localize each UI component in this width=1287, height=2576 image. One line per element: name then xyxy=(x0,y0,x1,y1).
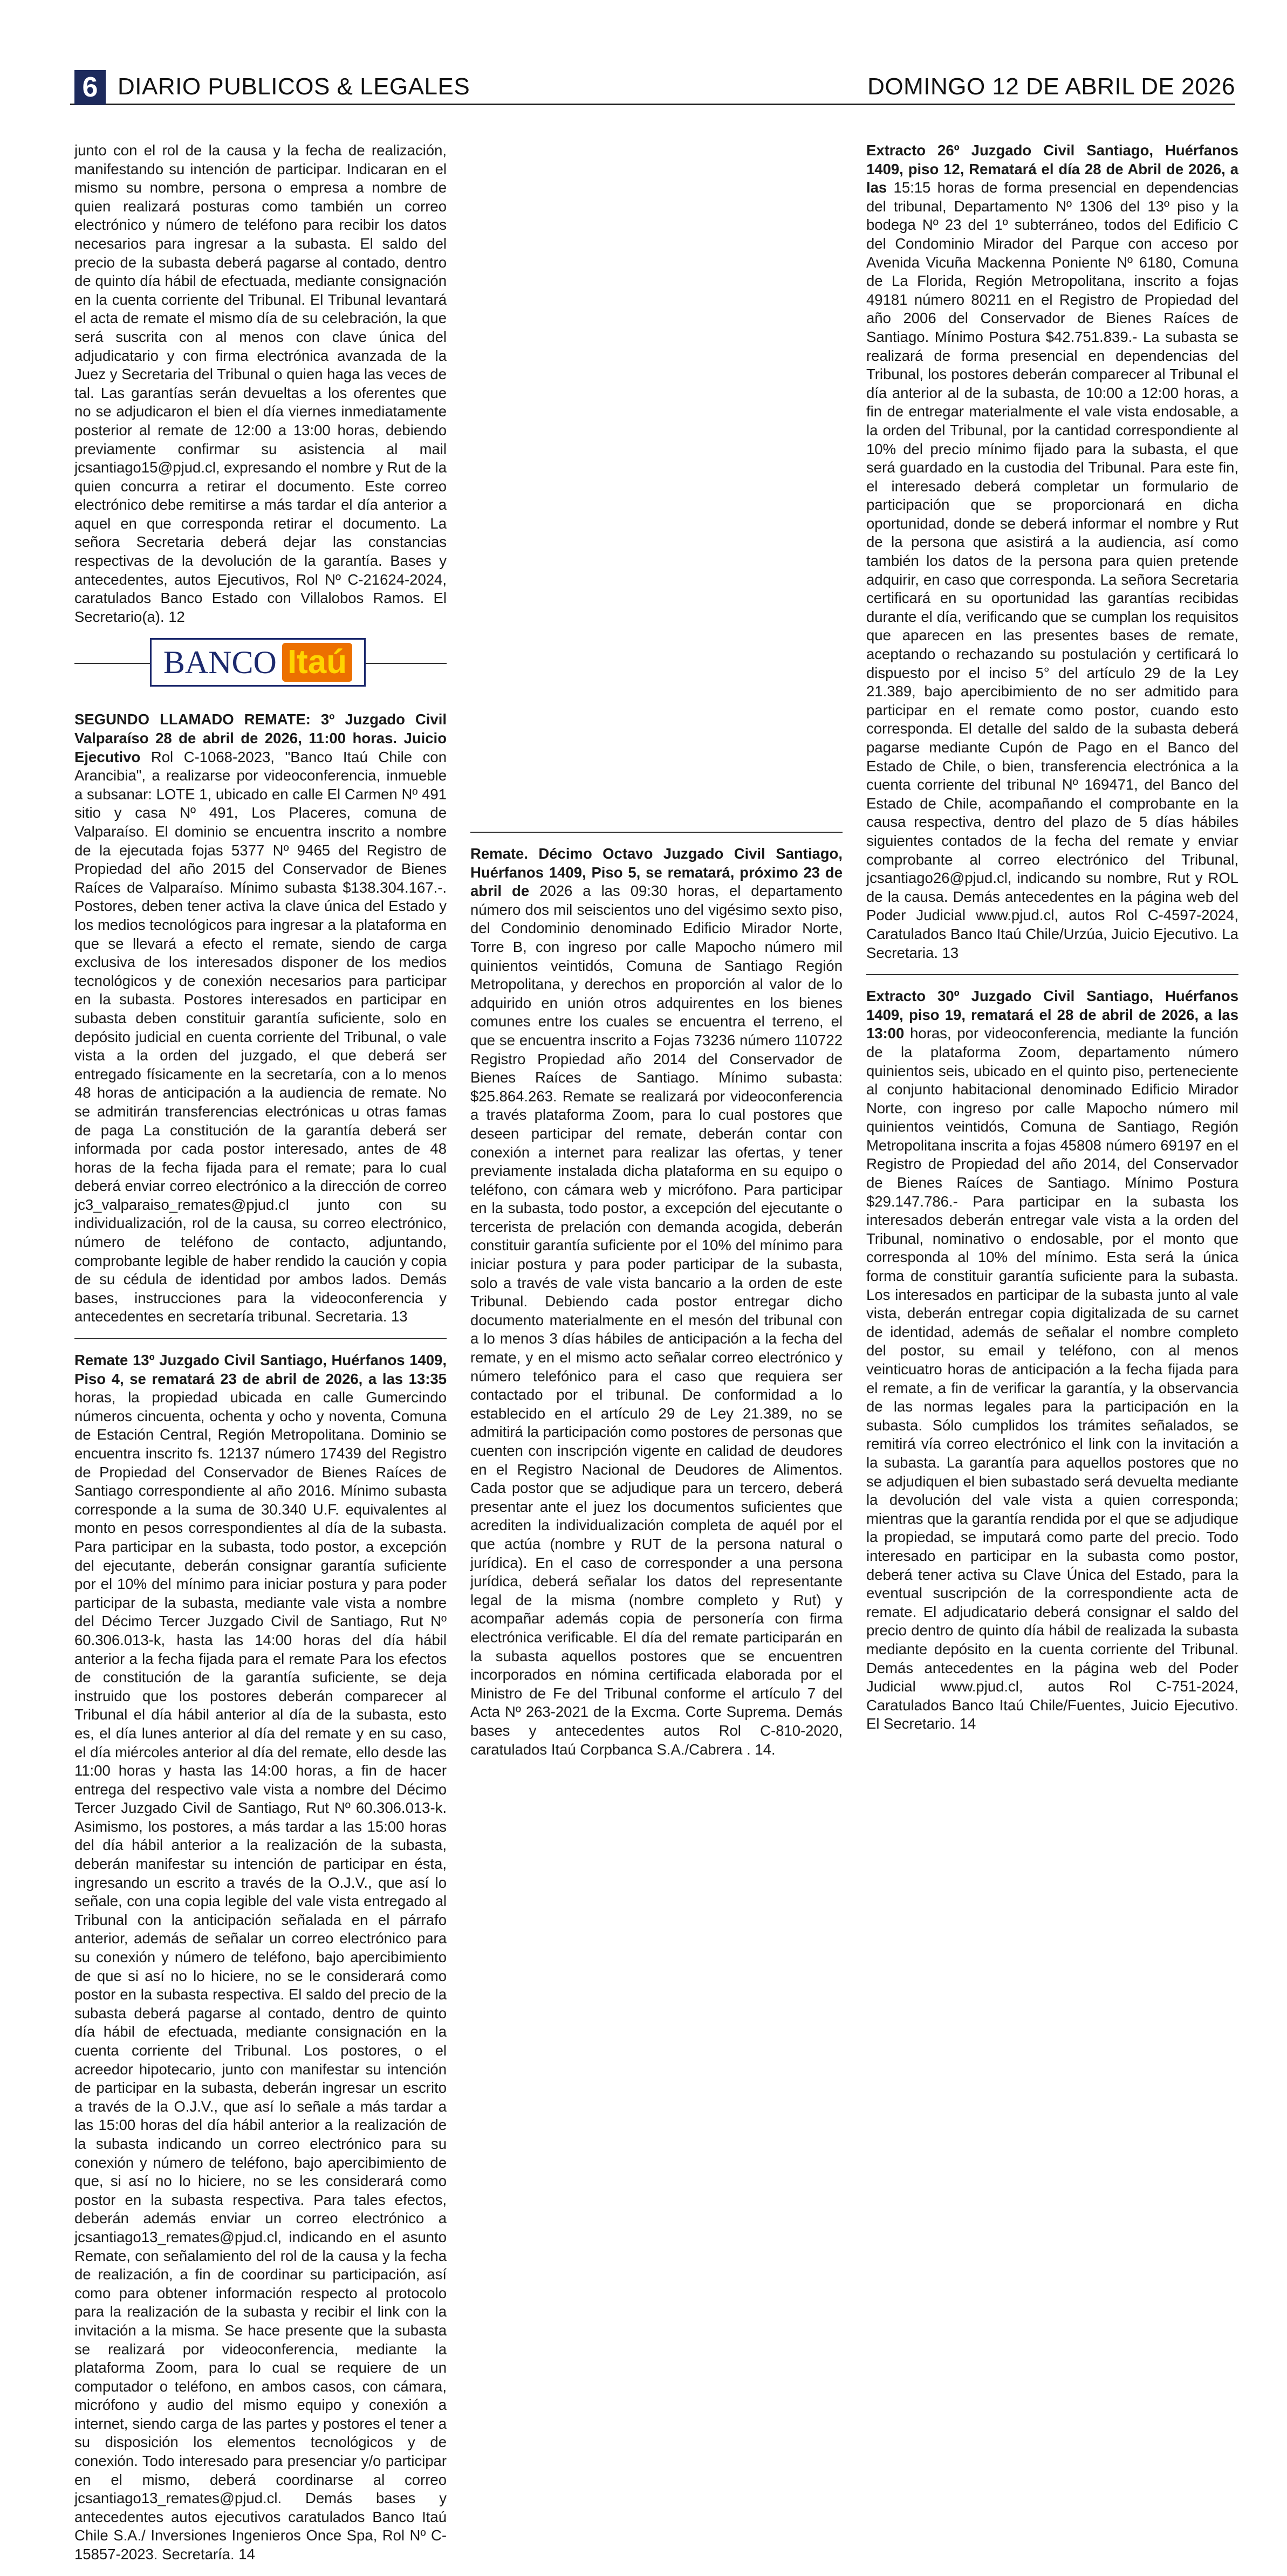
logo-divider xyxy=(74,638,447,690)
notice-continuation xyxy=(74,141,447,626)
page-header xyxy=(70,70,1235,105)
publication-date: DOMINGO 12 DE ABRIL DE 2026 xyxy=(867,73,1235,100)
banco-itau-logo xyxy=(150,638,366,687)
column-3 xyxy=(866,141,1238,1745)
notice-body: horas, por videoconferencia, mediante la función de la plataforma Zoom, departamento número quinientos seis, ubicado en el quinto piso, perteneciente al conjunto habitacional denominado Edificio Mirador Norte, con ingreso por calle Mapocho número mil quinientos veintidós, Comuna de Santiago, Región Metropolitana inscrita a fojas 45808 número 69197 en el Registro de Propiedad del año 2014, del Conservador de Bienes Raíces de Santiago. Mínimo Postura $29.147.786.- Para participar en la subasta los interesados deberán entregar vale vista a la orden del Tribunal, nominativo o endosable, por el monto que corresponda al 10% del mínimo. Esta será la única forma de constituir garantía suficiente para la subasta. Los interesados en participar de la subasta junto al vale vista, deberán entregar copia digitalizada de su carnet de identidad, además de señalar el nombre completo del postor, su email y teléfono, con al menos veinticuatro horas de anticipación a la fecha fijada para el remate, a fin de verificar la garantía, y la observancia de las normas legales para la participación en la subasta. Sólo cumplidos los trámites señalados, se remitirá vía correo electrónico el link con la invitación a la subasta. La garantía para aquellos postores que no se adjudiquen el bien subastado será devuelta mediante la devolución del vale vista a quien corresponda; mientras que la garantía rendida por el que se adjudique la propiedad, se imputará como parte del precio. Todo interesado en participar en la subasta como postor, deberá tener activa su Clave Única del Estado, para la eventual suscripción de la correspondiente acta de remate. El adjudicatario deberá consignar el saldo del precio dentro de quinto día hábil de realizada la subasta mediante depósito en la cuenta corriente del Tribunal. Demás antecedentes en la página web del Poder Judicial www.pjud.cl, autos Rol C-751-2024, Caratulados Banco Itaú Chile/Fuentes, Juicio Ejecutivo. El Secretario. 14 xyxy=(866,1025,1238,1732)
separator xyxy=(74,1338,447,1339)
notice-body: horas, la propiedad ubicada en calle Gumercindo números cincuenta, ochenta y ocho y noventa, Comuna de Estación Central, Región Metropolitana. Dominio se encuentra inscrito fs. 12137 número 17439 del Registro de Propiedad del Conservador de Bienes Raíces de Santiago correspondiente al año 2016. Mínimo subasta corresponde a la suma de 30.340 U.F. equivalentes al monto en pesos correspondientes al día de la subasta. Para participar en la subasta, todo postor, a excepción del ejecutante, deberán consignar garantía suficiente por el 10% del mínimo para iniciar postura y para poder participar de la subasta, mediante vale vista a nombre del Décimo Tercer Juzgado Civil de Santiago, Rut Nº 60.306.013-k, hasta las 14:00 horas del día hábil anterior a la fecha fijada para el remate Para los efectos de constitución de la garantía suficiente, se deja instruido que los postores deberán comparecer al Tribunal el día hábil anterior al día de la subasta, esto es, el día lunes anterior al día del remate y en su caso, el día miércoles anterior al día del remate, ello desde las 11:00 horas y hasta las 14:00 horas, a fin de hacer entrega del respectivo vale vista a nombre del Décimo Tercer Juzgado Civil de Santiago, Rut Nº 60.306.013-k. Asimismo, los postores, a más tardar a las 15:00 horas del día hábil anterior a la realización de la subasta, deberán manifestar su intención de participar en ésta, ingresando un escrito a través de la O.J.V., que así lo señale, con una copia legible del vale vista entregado al Tribunal con la anticipación señalada en el párrafo anterior, además de señalar un correo electrónico para su conexión y número de teléfono, bajo apercibimiento de que si así no lo hiciere, no se le considerará como postor en la subasta respectiva. El saldo del precio de la subasta deberá pagarse al contado, dentro de quinto día hábil de efectuada, mediante consignación en la cuenta corriente del Tribunal. Los postores, o el acreedor hipotecario, junto con manifestar su intención de participar en la subasta, deberán ingresar un escrito a través de la O.J.V., que así lo señale a más tardar a las 15:00 horas del día hábil anterior a la realización de la subasta indicando un correo electrónico para su conexión y número de teléfono, bajo apercibimiento de que, si así no lo hiciere, no se les considerará como postor en la subasta respectiva. Para tales efectos, deberán además enviar un correo electrónico a jcsantiago13_remates@pjud.cl, indicando en el asunto Remate, con señalamiento del rol de la causa y la fecha de realización, a fin de coordinar su participación, así como para obtener información respecto al protocolo para la realización de la subasta y recibir el link con la invitación a la misma. Se hace presente que la subasta se realizará por videoconferencia, mediante la plataforma Zoom, para lo cual se requiere de un computador o teléfono, en ambos casos, con cámara, micrófono y audio del mismo equipo y conexión a internet, siendo carga de las partes y postores el tener a su disposición los elementos tecnológicos y de conexión. Todo interesado para presenciar y/o participar en el mismo, deberá coordinarse al correo jcsantiago13_remates@pjud.cl. Demás bases y antecedentes autos ejecutivos caratulados Banco Itaú Chile S.A./ Inversiones Ingenieros Once Spa, Rol Nº C-15857-2023. Secretaría. 14 xyxy=(74,1389,447,2563)
notice-lead: Extracto 26º Juzgado Civil Santiago, Huérfanos 1409, piso 12, Rematará el día 28 de Abril de 2026, a las xyxy=(866,142,1238,196)
logo-itau-text: Itaú xyxy=(282,643,352,682)
notice-valparaiso-3 xyxy=(74,710,447,1326)
separator xyxy=(866,974,1238,975)
logo-banco-text: BANCO xyxy=(163,645,277,681)
notice-lead: SEGUNDO LLAMADO REMATE: 3º Juzgado Civil Valparaíso 28 de abril de 2026, 11:00 horas. Juicio Ejecutivo xyxy=(74,711,447,765)
page-number: 6 xyxy=(74,70,106,105)
notice-body: 2026 a las 09:30 horas, el departamento número dos mil seiscientos uno del vigésimo sexto piso, del Condominio denominado Edificio Mirador Norte, Torre B, con ingreso por calle Mapocho número mil quinientos veintidós, Comuna de Santiago Región Metropolitana, y derechos en proporción al valor de lo adquirido en unión otros adquirentes en los bienes comunes entre los cuales se encuentra el terreno, el que se encuentra inscrito a Fojas 73236 número 110722 Registro Propiedad año 2014 del Conservador de Bienes Raíces de Santiago. Mínimo subasta: $25.864.263. Remate se realizará por videoconferencia a través plataforma Zoom, para lo cual postores que deseen participar del remate, deberán contar con conexión a internet para realizar las ofertas, y tener previamente instalada dicha plataforma en su equipo o teléfono, con cámara web y micrófono. Para participar en la subasta, todo postor, a excepción del ejecutante o tercerista de prelación con demanda acogida, deberán constituir garantía suficiente por el 10% del mínimo para iniciar postura y para poder participar de la subasta, solo a través de vale vista bancario a la orden de este Tribunal. Debiendo cada postor entregar dicho documento materialmente en el mesón del tribunal con a lo menos 3 días hábiles de anticipación a la fecha del remate, y en el mismo acto señalar correo electrónico y número telefónico para el caso que requiera ser contactado por el tribunal. De conformidad a lo establecido en el artículo 29 de Ley 21.389, no se admitirá la participación como postores de personas que cuenten con inscripción vigente en calidad de deudores en el Registro Nacional de Deudores de Alimentos. Cada postor que se adjudique para un tercero, deberá presentar ante el juez los documentos suficientes que acrediten la individualización completa de aquél por el que actúa (nombre y RUT de la persona natural o jurídica). En el caso de corresponder a una persona jurídica, deberá señalar los datos del representante legal de la misma (nombre completo y Rut) y acompañar además copia de personería con firma electrónica verificable. El día del remate participarán en la subasta aquellos postores que se encuentren incorporados en nómina certificada elaborada por el Ministro de Fe del Tribunal conforme el artículo 7 del Acta Nº 263-2021 de la Excma. Corte Suprema. Demás bases y antecedentes autos Rol C-810-2020, caratulados Itaú Corpbanca S.A./Cabrera . 14. xyxy=(470,882,843,1758)
notice-lead: Remate 13º Juzgado Civil Santiago, Huérfanos 1409, Piso 4, se rematará 23 de abril de 2026, a las 13:35 xyxy=(74,1352,447,1387)
separator xyxy=(470,832,843,833)
column-2 xyxy=(470,141,843,1771)
notice-santiago-26 xyxy=(866,141,1238,962)
notice-lead: Remate. Décimo Octavo Juzgado Civil Santiago, Huérfanos 1409, Piso 5, se rematará, próximo 23 de abril de xyxy=(470,845,843,900)
notice-body: Rol C-1068-2023, "Banco Itaú Chile con Arancibia", a realizarse por videoconferencia, inmueble a subsanar: LOTE 1, ubicado en calle El Carmen Nº 491 sitio y casa Nº 491, Los Placeres, comuna de Valparaíso. El dominio se encuentra inscrito a nombre de la ejecutada fojas 5377 Nº 9465 del Registro de Propiedad del año 2015 del Conservador de Bienes Raíces de Valparaíso. Mínimo subasta $138.304.167.-. Postores, deben tener activa la clave única del Estado y los medios tecnológicos para ingresar a la plataforma en que se llevará a efecto el remate, siendo de carga exclusiva de los interesados disponer de los medios tecnológicos y de conexión necesarios para participar en la subasta. Postores interesados en participar en subasta deben constituir garantía suficiente, solo en depósito judicial en cuenta corriente del Tribunal, o vale vista a la orden del juzgado, el que deberá ser entregado físicamente en la secretaría, con a lo menos 48 horas de anticipación a la audiencia de remate. No se admitirán transferencias electrónicas u otras famas de paga La constitución de la garantía deberá ser informada por cada postor interesado, antes de 48 horas de la fecha fijada para el remate; para lo cual deberá enviar correo electrónico a la dirección de correo jc3_valparaiso_remates@pjud.cl junto con su individualización, rol de la causa, su correo electrónico, número de teléfono de contacto, adjuntando, comprobante legible de haber rendido la caución y copia de su cédula de identidad por ambos lados. Demás bases, instrucciones para la videoconferencia y antecedentes en secretaría tribunal. Secretaria. 13 xyxy=(74,748,447,1325)
notice-body: junto con el rol de la causa y la fecha de realización, manifestando su intención de participar. Indicaran en el mismo su nombre, persona o empresa a nombre de quien realizará posturas como también un correo electrónico y número de teléfono para recibir los datos necesarios para ingresar a la subasta. El saldo del precio de la subasta deberá pagarse al contado, dentro de quinto día hábil de efectuada, mediante consignación en la cuenta corriente del Tribunal. El Tribunal levantará el acta de remate el mismo día de su celebración, la que será suscrita con al menos con clave única del adjudicatario y con firma electrónica avanzada de la Juez y Secretaria del Tribunal o quien haga las veces de tal. Las garantías serán devueltas a los oferentes que no se adjudicaron el bien el día viernes inmediatamente posterior al remate de 12:00 a 13:00 horas, debiendo previamente confirmar su asistencia al mail jcsantiago15@pjud.cl, expresando el nombre y Rut de la quien concurra a retirar el documento. Este correo electrónico debe remitirse a más tardar el día anterior a aquel en que corresponda retirar el documento. La señora Secretaria deberá dejar las constancias respectivas de la devolución de la garantía. Bases y antecedentes, autos Ejecutivos, Rol Nº C-21624-2024, caratulados Banco Estado con Villalobos Ramos. El Secretario(a). 12 xyxy=(74,142,447,625)
column-1 xyxy=(74,141,447,2576)
publication-name: DIARIO PUBLICOS & LEGALES xyxy=(118,73,470,100)
notice-santiago-30 xyxy=(866,987,1238,1734)
notice-body: 15:15 horas de forma presencial en dependencias del tribunal, Departamento Nº 1306 del 13º piso y la bodega Nº 23 del 1º subterráneo, todos del Edificio C del Condominio Mirador del Parque con acceso por Avenida Vicuña Mackenna Poniente Nº 6180, Comuna de La Florida, Región Metropolitana, inscrito a fojas 49181 número 80211 en el Registro de Propiedad del año 2006 del Conservador de Bienes Raíces de Santiago. Mínimo Postura $42.751.839.- La subasta se realizará de forma presencial en dependencias del Tribunal, los postores deberán comparecer al Tribunal el día anterior al de la subasta, de 10:00 a 12:00 horas, a fin de entregar materialmente el vale vista endosable, a la orden del Tribunal, por la cantidad correspondiente al 10% del precio mínimo fijado para la subasta, el que será guardado en la custodia del Tribunal. Para este fin, el interesado deberá completar un formulario de participación que se proporcionará en dicha oportunidad, donde se deberá informar el nombre y Rut de la persona que asistirá a la audiencia, así como también los datos de la persona para quien pretende adquirir, en caso que corresponda. La señora Secretaria certificará en su oportunidad las garantías recibidas durante el día, verificando que se cumplan los requisitos que aparecen en las presentes bases de remate, aceptando o rechazando su postulación y certificará lo dispuesto por el inciso 5° del artículo 29 de la Ley 21.389, bajo apercibimiento de no ser admitido para participar en el remate como postor, cuando esto corresponda. El detalle del saldo de la subasta deberá pagarse mediante Cupón de Pago en el Banco del Estado de Chile, o bien, transferencia electrónica a la cuenta corriente del tribunal Nº 169471, del Banco del Estado de Chile, acompañando el comprobante en la causa respectiva, dentro del plazo de 5 días hábiles siguientes contados de la fecha del remate y enviar comprobante al correo electrónico del Tribunal, jcsantiago26@pjud.cl, indicando su nombre, Rut y ROL de la causa. Demás antecedentes en la página web del Poder Judicial www.pjud.cl, autos Rol C-4597-2024, Caratulados Banco Itaú Chile/Urzúa, Juicio Ejecutivo. La Secretaria. 13 xyxy=(866,179,1238,961)
notice-santiago-18 xyxy=(470,845,843,1759)
notice-lead: Extracto 30º Juzgado Civil Santiago, Huérfanos 1409, piso 19, rematará el 28 de abril de 2026, a las 13:00 xyxy=(866,988,1238,1042)
notice-santiago-13 xyxy=(74,1351,447,2564)
